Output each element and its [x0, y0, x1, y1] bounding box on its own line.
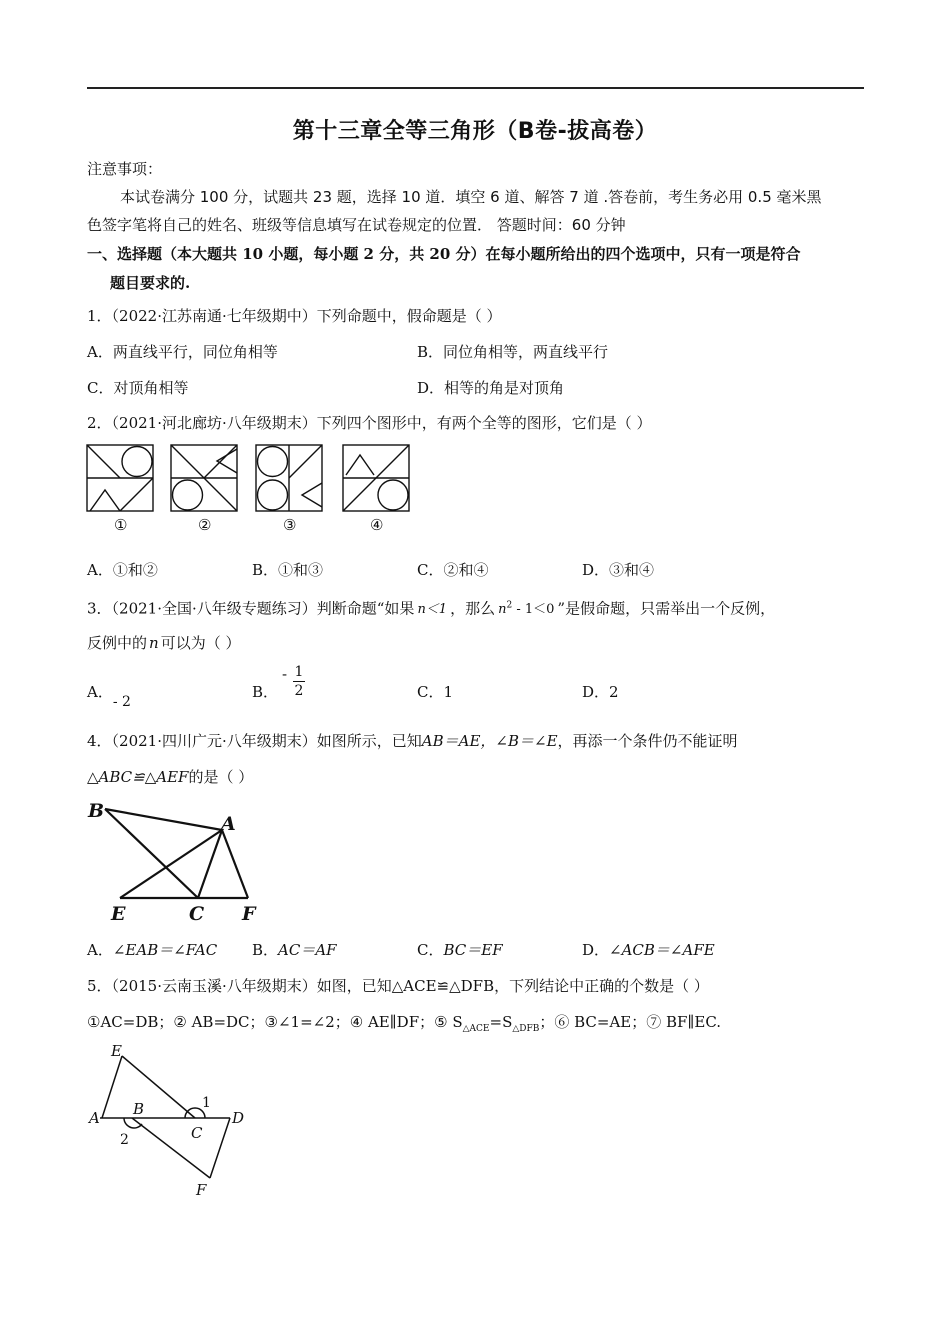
q3-stem-b: ，那么	[450, 599, 496, 618]
q5-label-a: A	[89, 1109, 100, 1127]
q3-option-b-sign: -	[282, 665, 288, 683]
q1-option-a[interactable]: A．两直线平行，同位角相等	[87, 343, 278, 361]
q4-option-a[interactable]: A．∠EAB＝∠FAC	[87, 941, 218, 959]
q5-label-c: C	[191, 1124, 203, 1142]
q2-option-c[interactable]: C．②和④	[417, 561, 489, 579]
section-heading-line-2: 题目要求的.	[110, 274, 191, 292]
q5-label-d: D	[232, 1109, 245, 1127]
q5-label-f: F	[196, 1181, 207, 1199]
q2-fig-label-2: ②	[198, 516, 212, 534]
q5-label-b: B	[133, 1100, 145, 1118]
q4-label-f: F	[242, 903, 256, 925]
q2-figure-4	[343, 445, 409, 511]
q5-figure	[82, 1040, 262, 1205]
q1-option-d[interactable]: D．相等的角是对顶角	[417, 379, 565, 397]
q4-option-b[interactable]: B．AC＝AF	[252, 941, 337, 959]
q2-stem: 2．（2021·河北廊坊·八年级期末）下列四个图形中，有两个全等的图形，它们是（ ）	[87, 414, 652, 432]
q3-option-b[interactable]: B．	[252, 683, 279, 701]
q5-stem: 5．（2015·云南玉溪·八年级期末）如图，已知△ACE≌△DFB，下列结论中正确的个数是（ ）	[87, 977, 709, 995]
q3-option-c[interactable]: C．1	[417, 683, 454, 701]
q2-fig-label-1: ①	[114, 516, 128, 534]
q3-option-a[interactable]: A．- 2	[87, 683, 131, 710]
q3-option-b-fraction: 1 2	[294, 664, 304, 699]
q4-option-d[interactable]: D．∠ACB＝∠AFE	[582, 941, 715, 959]
q3-stem-line-2: 反例中的 n 可以为（ ）	[87, 634, 241, 652]
q3-stem-c: ”是假命题，只需举出一个反例，	[557, 599, 776, 618]
q4-stem-line-2: △ABC≌△AEF的是（ ）	[87, 768, 254, 786]
q1-option-c[interactable]: C．对顶角相等	[87, 379, 189, 397]
q3-stem-a: 3．（2021·全国·八年级专题练习）判断命题“如果	[87, 599, 415, 618]
q4-label-b: B	[88, 800, 105, 822]
q2-option-a[interactable]: A．①和②	[87, 561, 158, 579]
q2-option-b[interactable]: B．①和③	[252, 561, 324, 579]
notice-line-1: 本试卷满分 100 分，试题共 23 题，选择 10 道．填空 6 道、解答 7 道 .答卷前，考生务必用 0.5 毫米黑	[120, 188, 822, 206]
notice-label: 注意事项：	[87, 160, 163, 178]
q3-condition-1: n＜1	[417, 602, 448, 618]
q5-label-angle-1: 1	[202, 1095, 211, 1111]
q4-condition: AB＝AE，∠B＝∠E	[421, 732, 558, 750]
page-title: 第十三章全等三角形（B卷-拔高卷）	[292, 119, 658, 144]
q1-stem: 1．（2022·江苏南通·七年级期中）下列命题中，假命题是（ ）	[87, 307, 502, 325]
q1-option-b[interactable]: B．同位角相等，两直线平行	[417, 343, 609, 361]
q2-figure	[80, 440, 420, 540]
q4-label-c: C	[189, 903, 205, 925]
q2-figure-3	[256, 445, 322, 511]
q4-stem-line-1: 4．（2021·四川广元·八年级期末）如图所示，已知AB＝AE，∠B＝∠E，再添一个条件仍不能证明	[87, 732, 738, 750]
q4-option-c[interactable]: C．BC＝EF	[417, 941, 503, 959]
top-rule	[87, 87, 864, 89]
q5-label-angle-2: 2	[120, 1132, 129, 1148]
q2-option-d[interactable]: D．③和④	[582, 561, 655, 579]
q5-conclusions: ①AC=DB；② AB=DC；③∠1=∠2；④ AE∥DF；⑤ $S_{\triangle ACE}=S_{\triangle DFB}$；⑥ BC=AE；⑦ BF∥EC.	[87, 1013, 722, 1034]
q2-fig-label-4: ④	[370, 516, 384, 534]
q4-label-e: E	[111, 903, 126, 925]
q3-stem-line-1	[87, 596, 775, 620]
q3-condition-2: $n^2 - 1<0$	[498, 601, 555, 618]
q2-fig-label-3: ③	[283, 516, 297, 534]
q2-figure-2	[171, 445, 237, 511]
q3-option-d[interactable]: D．2	[582, 683, 619, 701]
q4-figure	[82, 795, 272, 930]
q5-label-e: E	[111, 1042, 122, 1060]
section-heading-line-1: 一、选择题（本大题共 10 小题，每小题 2 分，共 20 分）在每小题所给出的四个选项中，只有一项是符合	[87, 245, 801, 263]
q2-figure-1	[87, 445, 153, 511]
notice-line-2: 色签字笔将自己的姓名、班级等信息填写在试卷规定的位置． 答题时间：60 分钟	[87, 216, 626, 234]
q4-label-a: A	[221, 813, 236, 835]
